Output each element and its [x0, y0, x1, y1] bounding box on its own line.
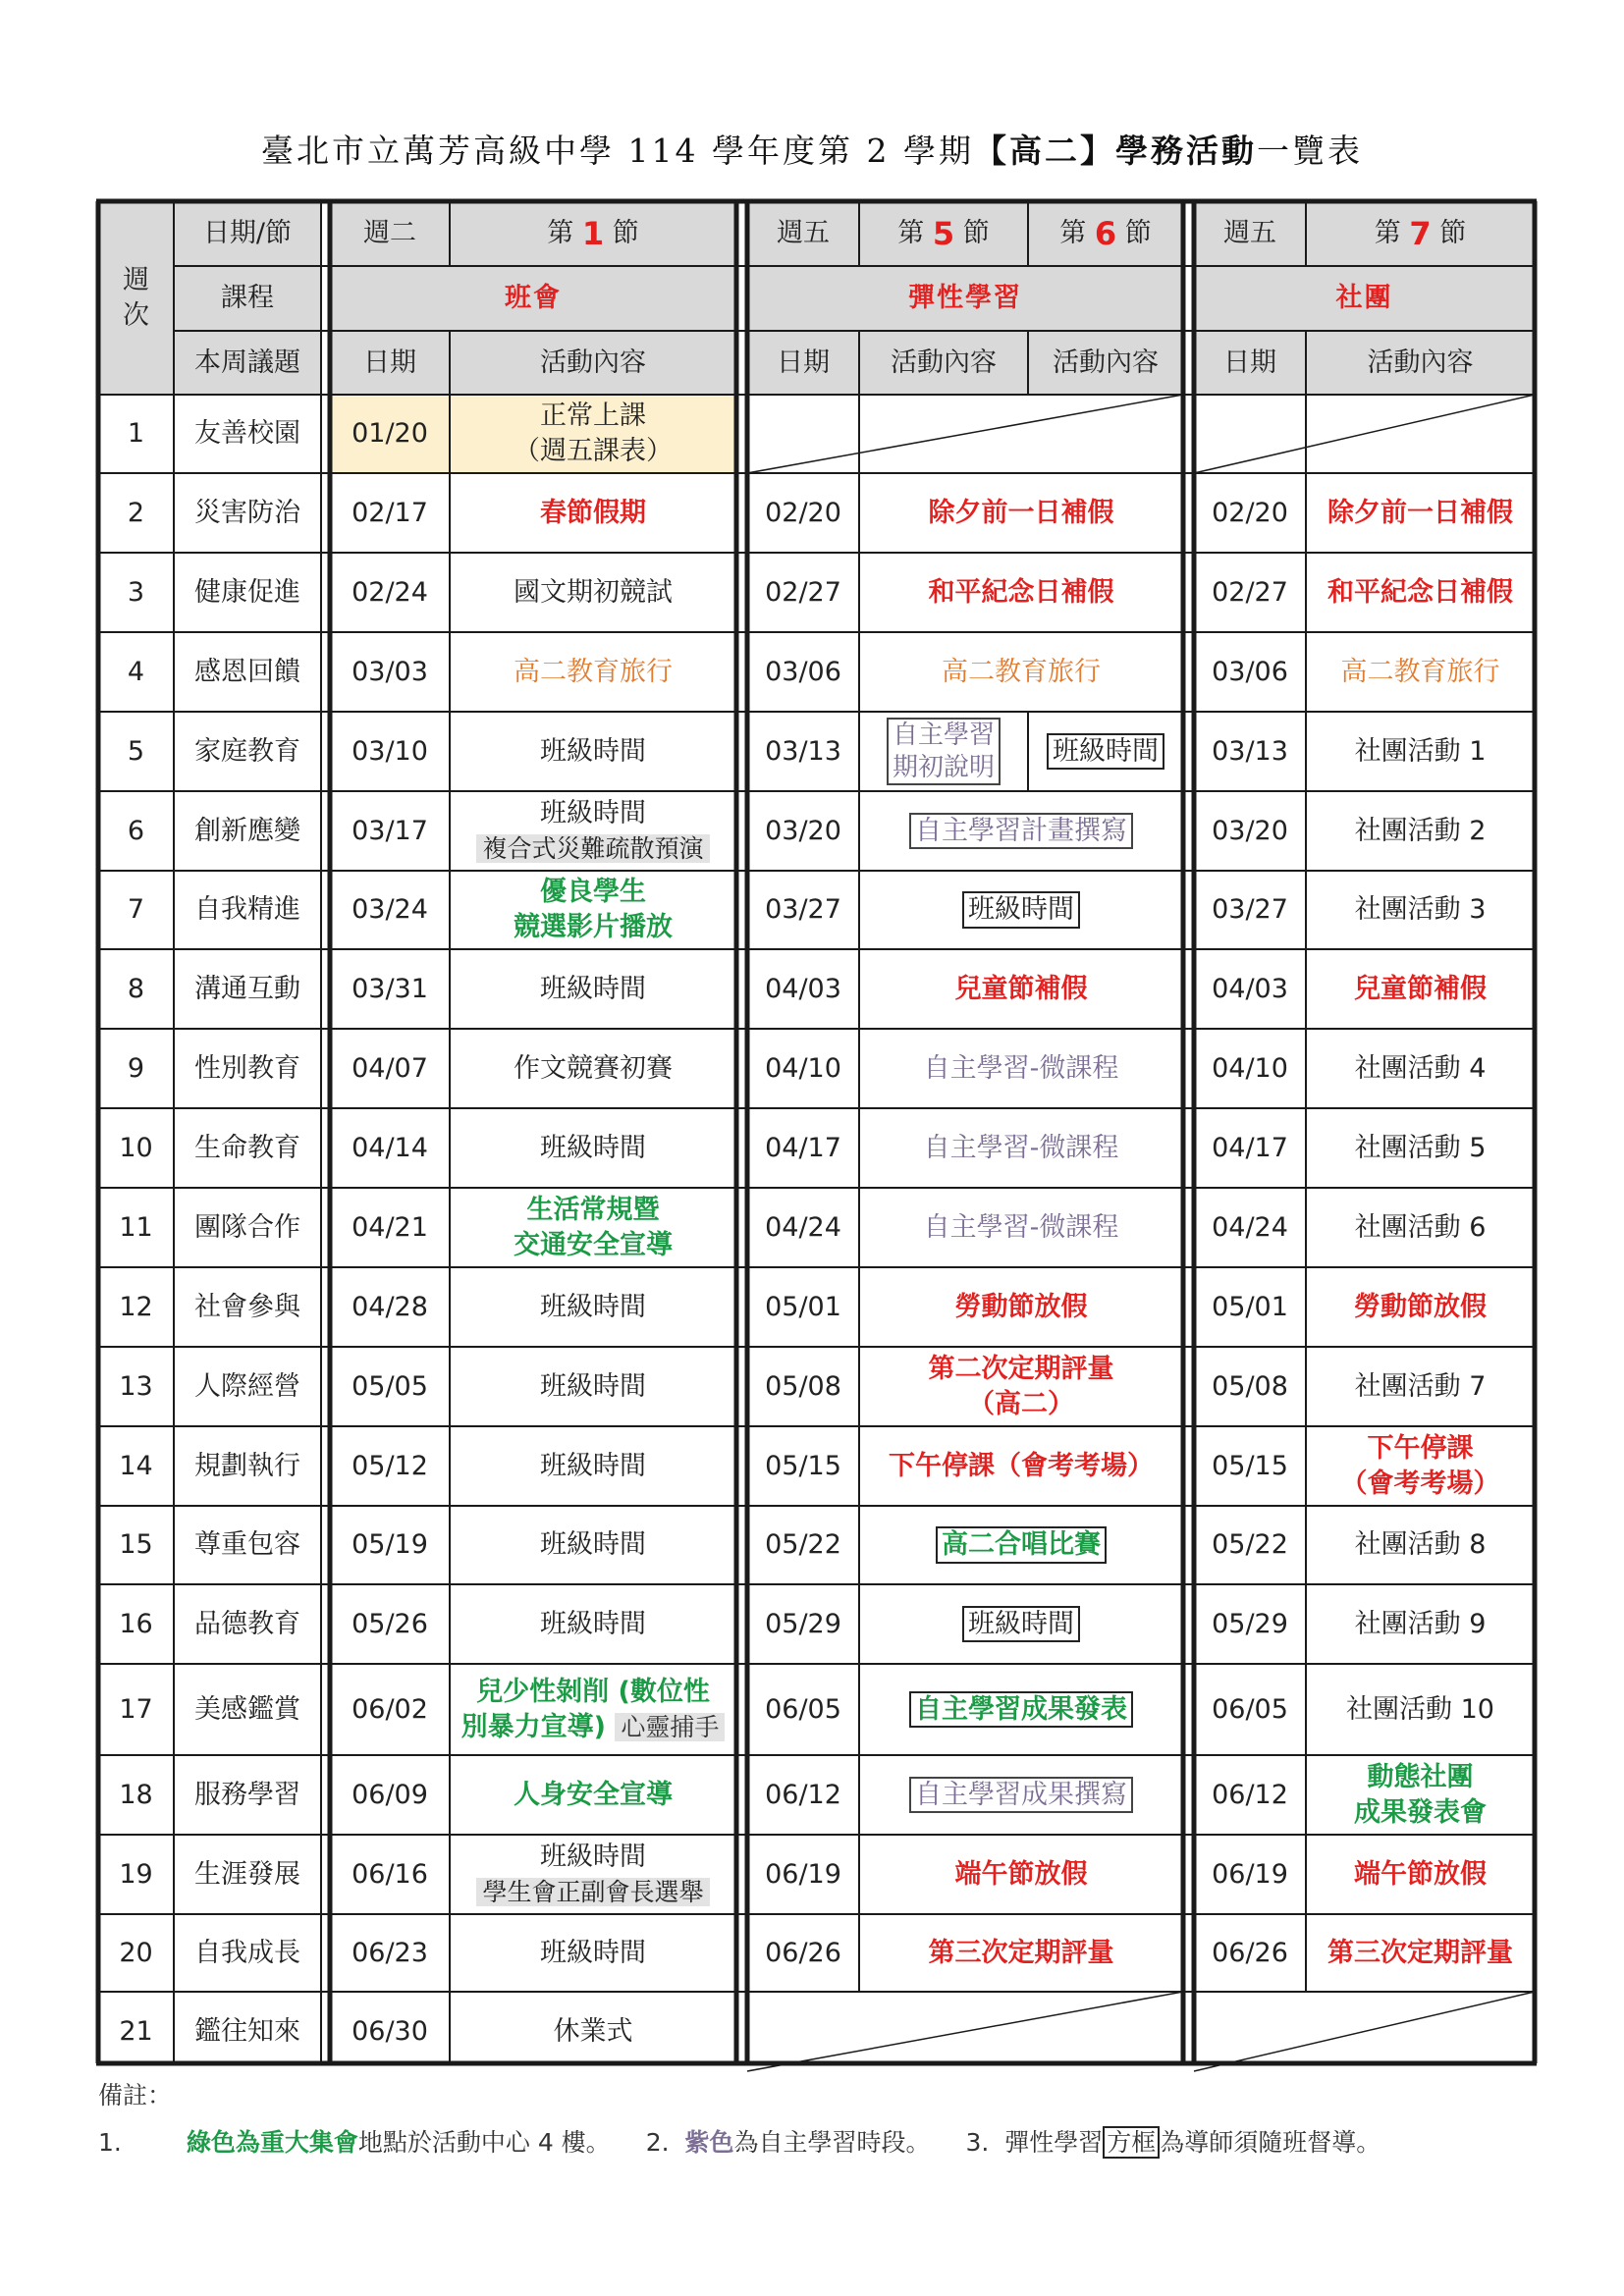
flex-learning-date: 05/22 — [765, 1529, 841, 1561]
section-day-header: 週五 — [1194, 201, 1306, 266]
club-date: 05/01 — [1212, 1291, 1288, 1322]
note-2-number: 2. — [645, 2128, 670, 2157]
week-topic: 家庭教育 — [194, 735, 300, 767]
class-meeting-date: 06/09 — [352, 1779, 428, 1810]
class-meeting-activity: 班級時間 — [540, 1529, 646, 1561]
empty-cell-diagonal — [747, 1992, 1183, 2071]
club-date: 04/17 — [1212, 1132, 1288, 1163]
week-topic: 性別教育 — [194, 1052, 300, 1084]
class-meeting-date: 04/14 — [352, 1132, 428, 1163]
flex-learning-activity: 端午節放假 — [954, 1858, 1088, 1890]
week-topic: 生涯發展 — [194, 1858, 300, 1890]
club-date: 05/15 — [1212, 1450, 1288, 1481]
date-column-header: 日期 — [747, 331, 859, 395]
empty-cell-diagonal — [1194, 1992, 1535, 2071]
club-activity: 社團活動 3 — [1354, 894, 1487, 926]
empty-cell-diagonal — [747, 395, 1183, 473]
week-topic: 創新應變 — [194, 815, 300, 846]
week-topic: 社會參與 — [194, 1291, 300, 1322]
flex-learning-date: 03/27 — [765, 894, 841, 926]
week-topic: 健康促進 — [194, 576, 300, 608]
date-column-header: 日期 — [1194, 331, 1306, 395]
flex-learning-activity: 第三次定期評量 — [928, 1937, 1114, 1968]
note-3-text: 為導師須隨班督導。 — [1160, 2128, 1381, 2157]
class-meeting-activity: 班級時間 — [540, 1937, 646, 1968]
club-activity: 和平紀念日補假 — [1327, 576, 1513, 608]
activity-column-header: 活動內容 — [859, 331, 1028, 395]
class-meeting-activity: 班級時間 — [540, 1132, 646, 1163]
week-topic: 溝通互動 — [194, 973, 300, 1004]
week-topic: 自我成長 — [194, 1937, 300, 1968]
class-meeting-activity: 班級時間 — [540, 1608, 646, 1639]
title-prefix: 臺北市立萬芳高級中學 114 學年度第 2 學期 — [261, 132, 974, 170]
class-meeting-activity: 兒少性剝削 (數位性 別暴力宣導) 心靈捕手 — [450, 1664, 736, 1755]
period-header: 第 1 節 — [450, 201, 736, 266]
flex-learning-date: 06/12 — [765, 1779, 841, 1810]
club-activity: 社團活動 7 — [1354, 1370, 1487, 1402]
flex-learning-period6: 班級時間 — [1028, 712, 1183, 791]
flex-learning-activity: 自主學習成果發表 — [859, 1664, 1183, 1755]
topic-header: 本周議題 — [174, 331, 321, 395]
club-activity: 除夕前一日補假 — [1327, 497, 1513, 528]
class-meeting-activity: 優良學生 競選影片播放 — [514, 877, 673, 942]
week-number: 8 — [127, 973, 145, 1004]
class-meeting-date: 02/24 — [352, 576, 428, 608]
club-activity: 端午節放假 — [1354, 1858, 1487, 1890]
class-meeting-date: 04/07 — [352, 1052, 428, 1084]
flex-learning-date: 03/13 — [765, 735, 841, 767]
class-meeting-date: 06/02 — [352, 1693, 428, 1725]
class-meeting-date: 04/21 — [352, 1211, 428, 1243]
class-meeting-date: 06/23 — [352, 1937, 428, 1968]
club-date: 04/24 — [1212, 1211, 1288, 1243]
week-number: 12 — [119, 1291, 153, 1322]
week-number: 7 — [127, 894, 145, 926]
flex-learning-activity: 高二合唱比賽 — [859, 1506, 1183, 1584]
club-activity: 第三次定期評量 — [1327, 1937, 1513, 1968]
club-activity: 社團活動 1 — [1354, 735, 1487, 767]
week-number: 3 — [127, 576, 145, 608]
flex-learning-date: 02/20 — [765, 497, 841, 528]
title-suffix: 一覽表 — [1256, 132, 1363, 170]
week-number: 11 — [119, 1211, 153, 1243]
club-date: 03/20 — [1212, 815, 1288, 846]
title-bold: 【高二】學務活動 — [973, 132, 1257, 170]
flex-learning-activity: 自主學習-微課程 — [923, 1132, 1119, 1163]
activity-column-header: 活動內容 — [450, 331, 736, 395]
class-meeting-date: 05/26 — [352, 1608, 428, 1639]
club-activity: 勞動節放假 — [1354, 1291, 1487, 1322]
period-header: 第 5 節 — [859, 201, 1028, 266]
flex-learning-activity: 勞動節放假 — [954, 1291, 1088, 1322]
class-meeting-activity: 高二教育旅行 — [514, 656, 673, 687]
club-date: 06/05 — [1212, 1693, 1288, 1725]
class-meeting-date: 05/19 — [352, 1529, 428, 1561]
flex-learning-date: 05/08 — [765, 1370, 841, 1402]
club-activity: 社團活動 5 — [1354, 1132, 1487, 1163]
class-meeting-date: 02/17 — [352, 497, 428, 528]
class-meeting-activity: 班級時間 — [540, 973, 646, 1004]
week-number: 1 — [127, 418, 145, 450]
flex-learning-period5: 自主學習 期初說明 — [859, 712, 1028, 791]
flex-learning-activity: 自主學習-微課程 — [923, 1211, 1119, 1243]
club-activity: 社團活動 10 — [1346, 1693, 1494, 1725]
club-activity: 社團活動 9 — [1354, 1608, 1487, 1639]
week-topic: 人際經營 — [194, 1370, 300, 1402]
class-meeting-activity: 班級時間 — [540, 1450, 646, 1481]
activity-column-header: 活動內容 — [1028, 331, 1183, 395]
week-number: 4 — [127, 656, 145, 687]
class-meeting-activity: 班級時間 複合式災難疏散預演 — [450, 791, 736, 871]
week-topic: 生命教育 — [194, 1132, 300, 1163]
flex-learning-date: 02/27 — [765, 576, 841, 608]
club-date: 02/20 — [1212, 497, 1288, 528]
note-2-purple-text: 紫色 — [684, 2128, 734, 2157]
note-1-number: 1. — [98, 2128, 122, 2157]
week-topic: 規劃執行 — [194, 1450, 300, 1481]
week-number: 15 — [119, 1529, 153, 1561]
class-meeting-date: 03/31 — [352, 973, 428, 1004]
class-meeting-date: 06/30 — [352, 2015, 428, 2047]
flex-learning-date: 04/10 — [765, 1052, 841, 1084]
class-meeting-date: 01/20 — [330, 395, 450, 473]
week-number: 9 — [127, 1052, 145, 1084]
course-name-header: 班會 — [330, 266, 736, 331]
club-date: 03/13 — [1212, 735, 1288, 767]
week-number: 2 — [127, 497, 145, 528]
course-name-header: 彈性學習 — [747, 266, 1183, 331]
note-1-text: 地點於活動中心 4 樓。 — [357, 2128, 611, 2157]
activity-column-header: 活動內容 — [1306, 331, 1535, 395]
flex-learning-activity: 自主學習-微課程 — [923, 1052, 1119, 1084]
club-date: 06/26 — [1212, 1937, 1288, 1968]
flex-learning-date: 05/29 — [765, 1608, 841, 1639]
club-activity: 社團活動 8 — [1354, 1529, 1487, 1561]
week-number: 13 — [119, 1370, 153, 1402]
class-meeting-date: 04/28 — [352, 1291, 428, 1322]
week-number: 20 — [119, 1937, 153, 1968]
class-meeting-activity: 生活常規暨 交通安全宣導 — [514, 1194, 673, 1260]
notes — [98, 2123, 1380, 2159]
flex-learning-activity: 兒童節補假 — [954, 973, 1088, 1004]
flex-learning-date: 03/06 — [765, 656, 841, 687]
flex-learning-date: 03/20 — [765, 815, 841, 846]
week-topic: 友善校園 — [194, 418, 300, 450]
flex-learning-activity: 和平紀念日補假 — [928, 576, 1114, 608]
flex-learning-activity: 班級時間 — [859, 871, 1183, 949]
week-header: 週 次 — [98, 201, 174, 395]
class-meeting-activity: 春節假期 — [540, 497, 646, 528]
club-date: 02/27 — [1212, 576, 1288, 608]
week-number: 6 — [127, 815, 145, 846]
empty-cell-diagonal — [1194, 395, 1535, 473]
class-meeting-activity: 班級時間 學生會正副會長選舉 — [450, 1835, 736, 1914]
club-activity: 社團活動 4 — [1354, 1052, 1487, 1084]
flex-learning-activity: 除夕前一日補假 — [928, 497, 1114, 528]
week-number: 17 — [119, 1693, 153, 1725]
week-number: 10 — [119, 1132, 153, 1163]
week-topic: 自我精進 — [194, 894, 300, 926]
flex-learning-date: 06/05 — [765, 1693, 841, 1725]
class-meeting-date: 03/10 — [352, 735, 428, 767]
week-topic: 美感鑑賞 — [194, 1693, 300, 1725]
club-activity: 社團活動 2 — [1354, 815, 1487, 846]
week-number: 16 — [119, 1608, 153, 1639]
club-date: 04/03 — [1212, 973, 1288, 1004]
week-topic: 災害防治 — [194, 497, 300, 528]
flex-learning-date: 06/19 — [765, 1858, 841, 1890]
flex-learning-activity: 高二教育旅行 — [942, 656, 1101, 687]
class-meeting-date: 03/03 — [352, 656, 428, 687]
week-topic: 尊重包容 — [194, 1529, 300, 1561]
flex-learning-activity: 自主學習成果撰寫 — [859, 1755, 1183, 1835]
week-topic: 感恩回饋 — [194, 656, 300, 687]
date-period-header: 日期/節 — [174, 201, 321, 266]
flex-learning-date: 05/01 — [765, 1291, 841, 1322]
flex-learning-date: 05/15 — [765, 1450, 841, 1481]
class-meeting-activity: 休業式 — [553, 2015, 633, 2047]
class-meeting-date: 03/24 — [352, 894, 428, 926]
section-day-header: 週二 — [330, 201, 450, 266]
class-meeting-activity: 班級時間 — [540, 1370, 646, 1402]
class-meeting-activity: 班級時間 — [540, 735, 646, 767]
week-number: 5 — [127, 735, 145, 767]
club-date: 06/19 — [1212, 1858, 1288, 1890]
flex-learning-activity: 班級時間 — [859, 1584, 1183, 1664]
club-date: 05/22 — [1212, 1529, 1288, 1561]
club-activity: 高二教育旅行 — [1340, 656, 1500, 687]
club-date: 03/06 — [1212, 656, 1288, 687]
flex-learning-activity: 自主學習計畫撰寫 — [859, 791, 1183, 871]
period-header: 第 6 節 — [1028, 201, 1183, 266]
section-day-header: 週五 — [747, 201, 859, 266]
course-name-header: 社團 — [1194, 266, 1535, 331]
class-meeting-activity: 人身安全宣導 — [514, 1779, 673, 1810]
club-date: 03/27 — [1212, 894, 1288, 926]
club-date: 06/12 — [1212, 1779, 1288, 1810]
club-activity: 動態社團 成果發表會 — [1354, 1761, 1487, 1828]
club-date: 04/10 — [1212, 1052, 1288, 1084]
flex-learning-date: 04/03 — [765, 973, 841, 1004]
week-number: 21 — [119, 2015, 153, 2047]
club-activity: 兒童節補假 — [1354, 973, 1487, 1004]
club-activity: 社團活動 6 — [1354, 1211, 1487, 1243]
club-date: 05/29 — [1212, 1608, 1288, 1639]
club-activity: 下午停課 （會考考場） — [1340, 1432, 1500, 1499]
class-meeting-date: 03/17 — [352, 815, 428, 846]
class-meeting-activity: 作文競賽初賽 — [514, 1052, 673, 1084]
note-1-green-text: 綠色為重大集會 — [186, 2128, 358, 2157]
course-header: 課程 — [174, 266, 321, 331]
class-meeting-date: 06/16 — [352, 1858, 428, 1890]
week-topic: 鑑往知來 — [194, 2015, 300, 2047]
class-meeting-activity: 班級時間 — [540, 1291, 646, 1322]
flex-learning-date: 04/24 — [765, 1211, 841, 1243]
week-number: 19 — [119, 1858, 153, 1890]
flex-learning-date: 04/17 — [765, 1132, 841, 1163]
flex-learning-activity: 下午停課（會考考場） — [889, 1450, 1154, 1481]
note-3-boxed-word: 方框 — [1103, 2126, 1160, 2159]
week-number: 18 — [119, 1779, 153, 1810]
class-meeting-date: 05/12 — [352, 1450, 428, 1481]
note-3-number: 3. — [965, 2128, 990, 2157]
flex-learning-activity: 第二次定期評量 （高二） — [928, 1353, 1114, 1419]
class-meeting-date: 05/05 — [352, 1370, 428, 1402]
note-2-text: 為自主學習時段。 — [733, 2128, 931, 2157]
week-topic: 品德教育 — [194, 1608, 300, 1639]
class-meeting-activity: 正常上課 （週五課表） — [450, 395, 736, 473]
period-header: 第 7 節 — [1306, 201, 1535, 266]
week-number: 14 — [119, 1450, 153, 1481]
week-topic: 團隊合作 — [194, 1211, 300, 1243]
class-meeting-activity: 國文期初競試 — [514, 576, 673, 608]
week-topic: 服務學習 — [194, 1779, 300, 1810]
club-date: 05/08 — [1212, 1370, 1288, 1402]
date-column-header: 日期 — [330, 331, 450, 395]
flex-learning-date: 06/26 — [765, 1937, 841, 1968]
note-3-prefix: 彈性學習 — [1004, 2128, 1104, 2157]
legend-label: 備註： — [98, 2081, 173, 2109]
